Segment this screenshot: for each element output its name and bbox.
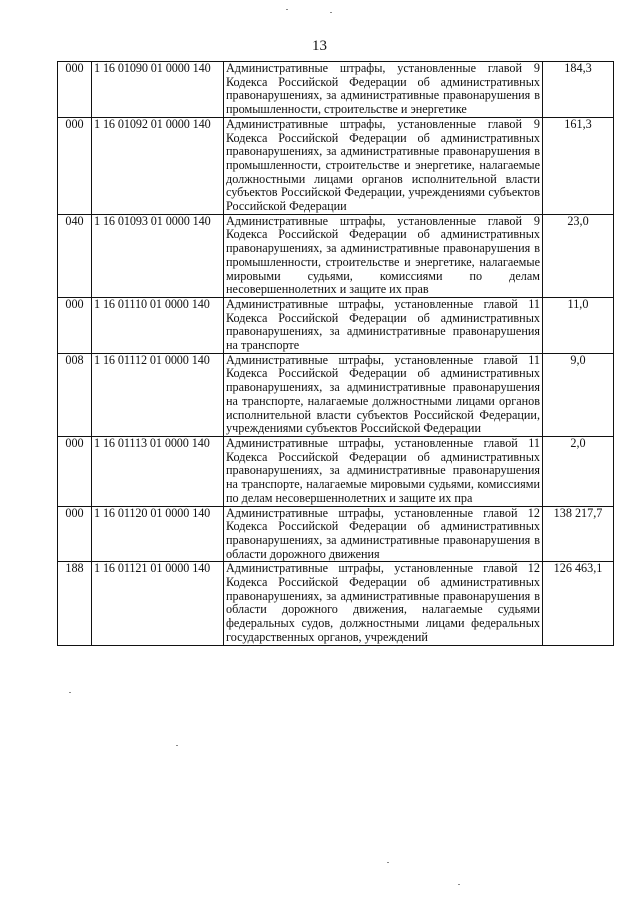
description-cell: Административные штрафы, установленные главой 12 Кодекса Российской Федерации об административных правонарушениях, за административные правонарушения в области дорожного движения — [224, 506, 543, 562]
kbk-code-cell: 1 16 01112 01 0000 140 — [92, 353, 224, 436]
kbk-code-cell: 1 16 01090 01 0000 140 — [92, 62, 224, 118]
description-cell: Административные штрафы, установленные главой 11 Кодекса Российской Федерации об административных правонарушениях, за административные правонарушения на транспорте, налагаемые должностными лицами органов исполнительной власти субъектов Российской Федерации, учреждениями субъектов Российской Федерации — [224, 353, 543, 436]
kbk-code-cell: 1 16 01092 01 0000 140 — [92, 117, 224, 214]
kbk-code-cell: 1 16 01120 01 0000 140 — [92, 506, 224, 562]
amount-cell: 138 217,7 — [543, 506, 614, 562]
scan-speck — [286, 9, 288, 10]
table-row — [58, 117, 614, 214]
table-row — [58, 62, 614, 118]
scan-speck — [387, 862, 389, 863]
table-row — [58, 353, 614, 436]
table-body — [58, 62, 614, 646]
scan-speck — [458, 884, 460, 885]
description-cell: Административные штрафы, установленные главой 11 Кодекса Российской Федерации об административных правонарушениях, за административные правонарушения на транспорте — [224, 297, 543, 353]
admin-code-cell: 040 — [58, 214, 92, 297]
table-row — [58, 436, 614, 506]
amount-cell: 11,0 — [543, 297, 614, 353]
scan-speck — [69, 692, 71, 693]
table-row — [58, 214, 614, 297]
kbk-code-cell: 1 16 01110 01 0000 140 — [92, 297, 224, 353]
admin-code-cell: 000 — [58, 62, 92, 118]
page-number: 13 — [312, 38, 327, 54]
scan-speck — [176, 745, 178, 746]
admin-code-cell: 000 — [58, 297, 92, 353]
description-cell: Административные штрафы, установленные главой 12 Кодекса Российской Федерации об административных правонарушениях, за административные правонарушения в области дорожного движения, налагаемые судьями федеральных судов, должностными лицами федеральных государственных органов, учреждений — [224, 562, 543, 645]
admin-code-cell: 000 — [58, 506, 92, 562]
scan-speck — [330, 12, 332, 13]
amount-cell: 184,3 — [543, 62, 614, 118]
kbk-code-cell: 1 16 01093 01 0000 140 — [92, 214, 224, 297]
admin-code-cell: 000 — [58, 436, 92, 506]
table-row — [58, 506, 614, 562]
amount-cell: 2,0 — [543, 436, 614, 506]
table-row — [58, 562, 614, 645]
description-cell: Административные штрафы, установленные главой 9 Кодекса Российской Федерации об административных правонарушениях, за административные правонарушения в промышленности, строительстве и энергетике, налагаемые мировыми судьями, комиссиями по делам несовершеннолетних и защите их прав — [224, 214, 543, 297]
kbk-code-cell: 1 16 01121 01 0000 140 — [92, 562, 224, 645]
description-cell: Административные штрафы, установленные главой 9 Кодекса Российской Федерации об административных правонарушениях, за административные правонарушения в промышленности, строительстве и энергетике — [224, 62, 543, 118]
description-cell: Административные штрафы, установленные главой 9 Кодекса Российской Федерации об административных правонарушениях, за административные правонарушения в промышленности, строительстве и энергетике, налагаемые должностными лицами органов исполнительной власти субъектов Российской Федерации, учреждениями субъектов Российской Федерации — [224, 117, 543, 214]
admin-code-cell: 000 — [58, 117, 92, 214]
amount-cell: 9,0 — [543, 353, 614, 436]
kbk-code-cell: 1 16 01113 01 0000 140 — [92, 436, 224, 506]
revenue-table — [57, 61, 614, 646]
admin-code-cell: 188 — [58, 562, 92, 645]
description-cell: Административные штрафы, установленные главой 11 Кодекса Российской Федерации об административных правонарушениях, за административные правонарушения на транспорте, налагаемые мировыми судьями, комиссиями по делам несовершеннолетних и защите их пра — [224, 436, 543, 506]
amount-cell: 126 463,1 — [543, 562, 614, 645]
admin-code-cell: 008 — [58, 353, 92, 436]
table-row — [58, 297, 614, 353]
amount-cell: 161,3 — [543, 117, 614, 214]
amount-cell: 23,0 — [543, 214, 614, 297]
